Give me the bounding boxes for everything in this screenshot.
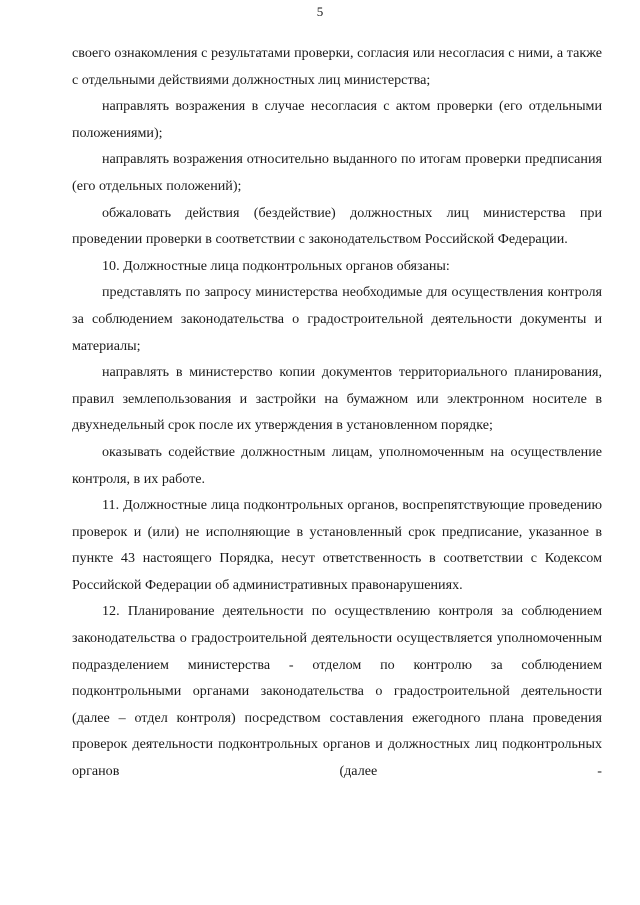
paragraph-9: 11. Должностные лица подконтрольных органов, воспрепятствующие проведению проверок и (или) не исполняющие в установленный срок предписание, указанное в пункте 43 настоящего Порядка, несут ответственность в соответствии с Кодексом Российской Федерации об административных правонарушениях. xyxy=(72,497,602,593)
paragraph-4: обжаловать действия (бездействие) должностных лиц министерства при проведении проверки в соответствии с законодательством Российской Федерации. xyxy=(72,204,602,248)
paragraph-8: оказывать содействие должностным лицам, уполномоченным на осуществление контроля, в их работе. xyxy=(72,443,602,487)
paragraph-3: направлять возражения относительно выданного по итогам проверки предписания (его отдельных положений); xyxy=(72,151,602,194)
paragraph-5: 10. Должностные лица подконтрольных органов обязаны: xyxy=(102,257,450,274)
page-number: 5 xyxy=(316,4,324,19)
paragraph-7: направлять в министерство копии документов территориального планирования, правил землепользования и застройки на бумажном или электронном носителе в двухнедельный срок после их утверждения в установленном порядке; xyxy=(72,364,602,434)
paragraph-10: 12. Планирование деятельности по осуществлению контроля за соблюдением законодательства о градостроительной деятельности осуществляется уполномоченным подразделением министерства - отделом по контролю за соблюдением подконтрольными органами законодательства о градостроительной деятельности (далее – отдел контроля) посредством составления ежегодного плана проведения проверок деятельности подконтрольных органов и должностных лиц подконтрольных органов (далее - xyxy=(72,603,602,780)
paragraph-1: своего ознакомления с результатами проверки, согласия или несогласия с ними, а также с отдельными действиями должностных лиц министерства; xyxy=(72,45,602,88)
document-body xyxy=(72,40,602,785)
paragraph-2: направлять возражения в случае несогласия с актом проверки (его отдельными положениями); xyxy=(72,98,602,141)
paragraph-6: представлять по запросу министерства необходимые для осуществления контроля за соблюдением законодательства о градостроительной деятельности документы и материалы; xyxy=(72,284,602,354)
